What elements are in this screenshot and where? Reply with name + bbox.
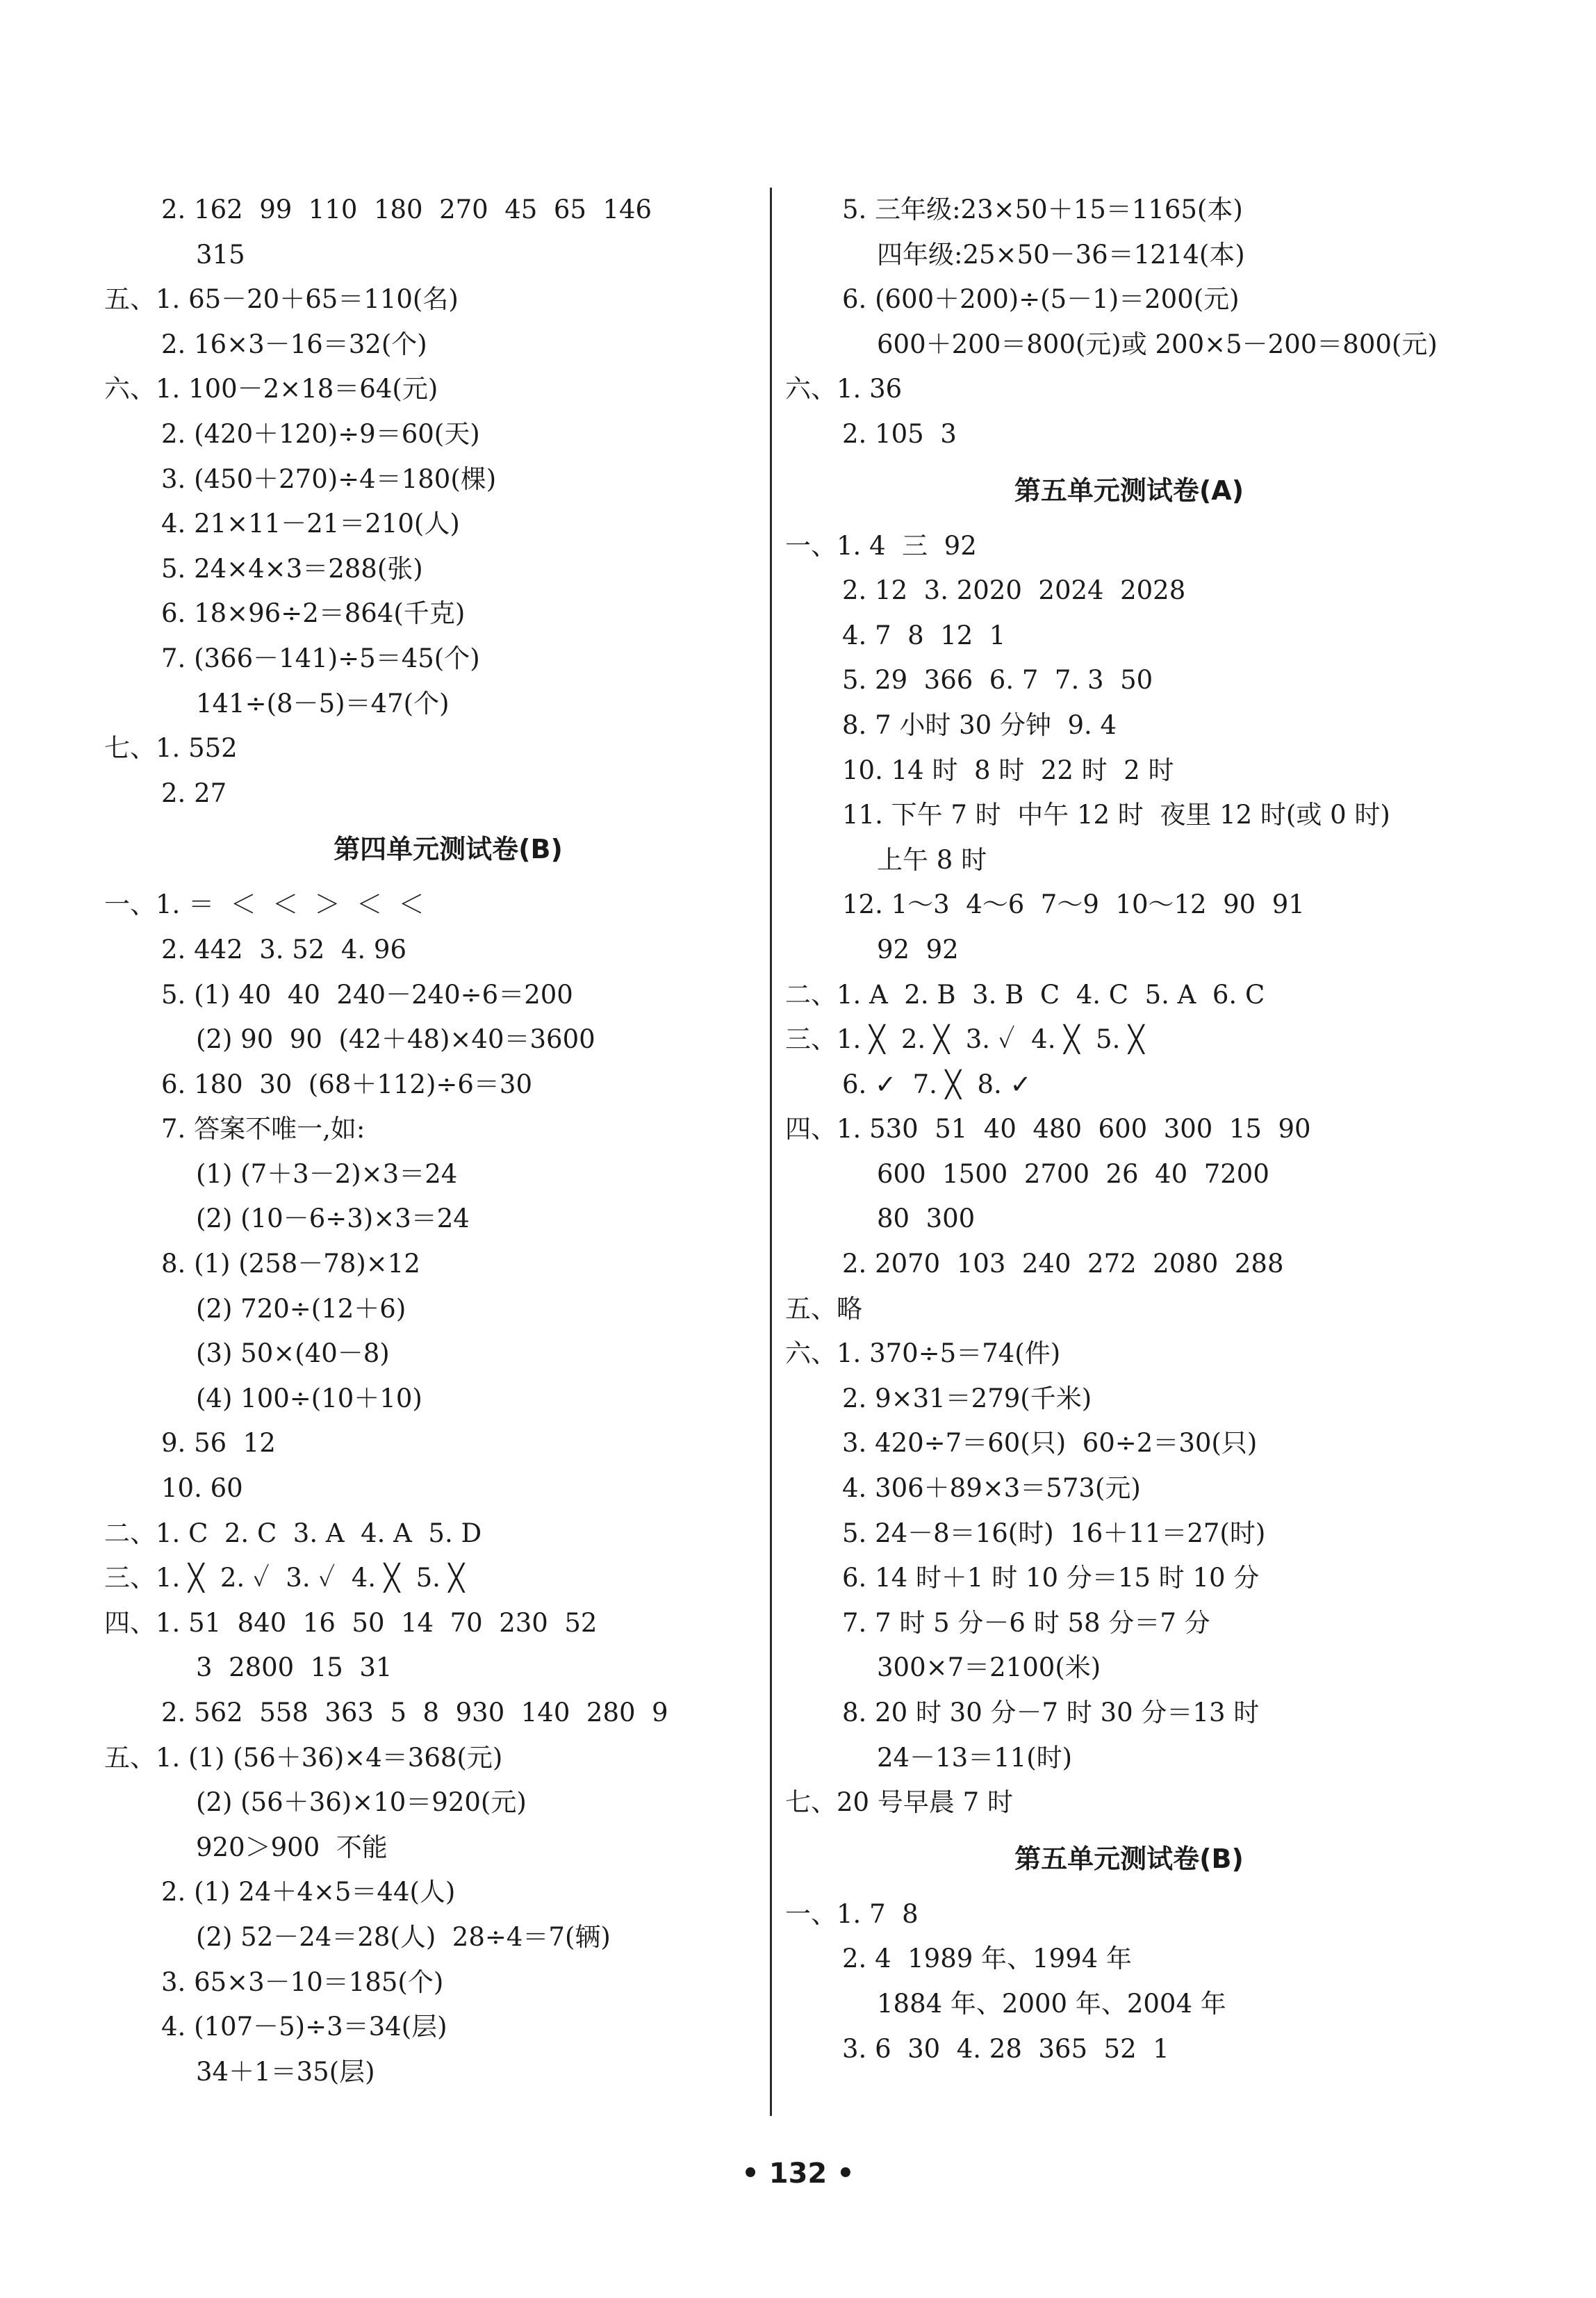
answer-line: 6. 14 时＋1 时 10 分＝15 时 10 分 <box>842 1563 1260 1593</box>
answer-line: 四、1. 51 840 16 50 14 70 230 52 <box>104 1607 598 1638</box>
answer-line: 11. 下午 7 时 中午 12 时 夜里 12 时(或 0 时) <box>842 800 1390 830</box>
answer-line: 34＋1＝35(层) <box>196 2056 375 2087</box>
answer-line: 五、1. 65－20＋65＝110(名) <box>104 284 459 315</box>
answer-line: 2. 2070 103 240 272 2080 288 <box>842 1249 1284 1279</box>
answer-line: 6. (600＋200)÷(5－1)＝200(元) <box>842 284 1240 315</box>
answer-line: 8. 20 时 30 分－7 时 30 分＝13 时 <box>842 1698 1260 1727</box>
answer-line: (4) 100÷(10＋10) <box>196 1383 422 1413</box>
answer-line: 六、1. 100－2×18＝64(元) <box>104 374 438 404</box>
answer-line: 六、1. 370÷5＝74(件) <box>785 1338 1061 1369</box>
answer-line: (2) 52－24＝28(人) 28÷4＝7(辆) <box>196 1921 611 1952</box>
answer-line: 3 2800 15 31 <box>196 1652 393 1683</box>
answer-line: (1) (7＋3－2)×3＝24 <box>196 1158 458 1189</box>
answer-line: 920＞900 不能 <box>196 1832 388 1862</box>
section-heading: 第五单元测试卷(A) <box>1014 475 1244 506</box>
answer-line: 600 1500 2700 26 40 7200 <box>877 1158 1269 1189</box>
answer-line: 一、1. ＝ ＜ ＜ ＞ ＜ ＜ <box>104 889 425 920</box>
answer-line: (2) 720÷(12＋6) <box>196 1293 406 1324</box>
answer-line: 4. 21×11－21＝210(人) <box>161 509 460 539</box>
answer-line: 5. 24×4×3＝288(张) <box>161 553 423 584</box>
answer-line: 5. 29 366 6. 7 7. 3 50 <box>842 665 1153 696</box>
answer-line: (2) (10－6÷3)×3＝24 <box>196 1204 470 1234</box>
answer-line: 12. 1～3 4～6 7～9 10～12 90 91 <box>842 889 1305 920</box>
answer-line: 2. (1) 24＋4×5＝44(人) <box>161 1877 456 1907</box>
answer-line: 9. 56 12 <box>161 1428 276 1459</box>
answer-line: 2. 562 558 363 5 8 930 140 280 9 <box>161 1698 668 1727</box>
answer-line: 2. 12 3. 2020 2024 2028 <box>842 575 1186 606</box>
answer-line: 4. 306＋89×3＝573(元) <box>842 1473 1141 1504</box>
answer-line: 七、20 号早晨 7 时 <box>785 1787 1013 1818</box>
answer-line: 8. (1) (258－78)×12 <box>161 1249 420 1279</box>
answer-line: 8. 7 小时 30 分钟 9. 4 <box>842 709 1117 740</box>
left-column <box>104 188 792 2094</box>
answer-line: 10. 14 时 8 时 22 时 2 时 <box>842 755 1174 785</box>
answer-line: 2. 27 <box>161 778 227 808</box>
answer-line: 300×7＝2100(米) <box>877 1652 1101 1683</box>
answer-line: 3. 6 30 4. 28 365 52 1 <box>842 2033 1169 2064</box>
answer-line: 7. 7 时 5 分－6 时 58 分＝7 分 <box>842 1607 1210 1638</box>
answer-line: 1884 年、2000 年、2004 年 <box>877 1988 1226 2019</box>
answer-line: 6. ✓ 7. ╳ 8. ✓ <box>842 1069 1032 1099</box>
answer-line: 2. 105 3 <box>842 418 957 449</box>
answer-line: 2. 4 1989 年、1994 年 <box>842 1944 1132 1974</box>
answer-line: 7. 答案不唯一,如: <box>161 1114 365 1144</box>
section-heading: 第五单元测试卷(B) <box>1014 1843 1244 1874</box>
answer-line: (3) 50×(40－8) <box>196 1338 390 1369</box>
answer-line: 5. (1) 40 40 240－240÷6＝200 <box>161 979 573 1010</box>
answer-line: 141÷(8－5)＝47(个) <box>196 688 450 719</box>
answer-line: 四、1. 530 51 40 480 600 300 15 90 <box>785 1114 1311 1144</box>
answer-line: 五、略 <box>785 1293 862 1324</box>
answer-line: 92 92 <box>877 934 959 965</box>
right-column <box>785 188 1473 2071</box>
answer-line: 80 300 <box>877 1204 976 1234</box>
answer-line: 2. 16×3－16＝32(个) <box>161 329 427 359</box>
answer-line: 3. 65×3－10＝185(个) <box>161 1967 444 1997</box>
answer-line: 2. 162 99 110 180 270 45 65 146 <box>161 195 652 224</box>
answer-line: 四年级:25×50－36＝1214(本) <box>877 239 1245 270</box>
answer-line: 一、1. 7 8 <box>785 1898 919 1929</box>
answer-line: 24－13＝11(时) <box>877 1742 1073 1773</box>
answer-line: 三、1. ╳ 2. ╳ 3. ✓ 4. ╳ 5. ╳ <box>785 1024 1144 1055</box>
answer-line: 7. (366－141)÷5＝45(个) <box>161 643 480 673</box>
answer-line: 2. 9×31＝279(千米) <box>842 1383 1092 1413</box>
answer-line: 三、1. ╳ 2. ✓ 3. ✓ 4. ╳ 5. ╳ <box>104 1563 464 1593</box>
answer-line: 4. (107－5)÷3＝34(层) <box>161 2012 447 2042</box>
answer-line: 6. 18×96÷2＝864(千克) <box>161 598 466 629</box>
answer-line: 二、1. C 2. C 3. A 4. A 5. D <box>104 1518 482 1548</box>
answer-line: 315 <box>196 239 245 270</box>
section-heading: 第四单元测试卷(B) <box>334 834 563 865</box>
answer-line: (2) 90 90 (42＋48)×40＝3600 <box>196 1024 595 1055</box>
answer-line: 2. 442 3. 52 4. 96 <box>161 934 407 965</box>
answer-line: 七、1. 552 <box>104 733 238 764</box>
answer-line: 五、1. (1) (56＋36)×4＝368(元) <box>104 1742 503 1773</box>
answer-line: 4. 7 8 12 1 <box>842 620 1006 650</box>
answer-line: 3. (450＋270)÷4＝180(棵) <box>161 463 497 494</box>
answer-line: 5. 三年级:23×50＋15＝1165(本) <box>842 195 1243 224</box>
page-number: • 132 • <box>741 2158 855 2190</box>
answer-line: 一、1. 4 三 92 <box>785 530 977 561</box>
answer-line: 二、1. A 2. B 3. B C 4. C 5. A 6. C <box>785 979 1265 1010</box>
answer-line: (2) (56＋36)×10＝920(元) <box>196 1787 527 1818</box>
answer-line: 3. 420÷7＝60(只) 60÷2＝30(只) <box>842 1428 1258 1459</box>
answer-line: 上午 8 时 <box>877 844 987 875</box>
answer-line: 六、1. 36 <box>785 374 903 404</box>
answer-line: 600＋200＝800(元)或 200×5－200＝800(元) <box>877 329 1438 359</box>
answer-line: 10. 60 <box>161 1473 243 1504</box>
answer-line: 6. 180 30 (68＋112)÷6＝30 <box>161 1069 533 1099</box>
column-divider <box>770 188 772 2116</box>
answer-line: 5. 24－8＝16(时) 16＋11＝27(时) <box>842 1518 1266 1548</box>
answer-line: 2. (420＋120)÷9＝60(天) <box>161 418 480 449</box>
